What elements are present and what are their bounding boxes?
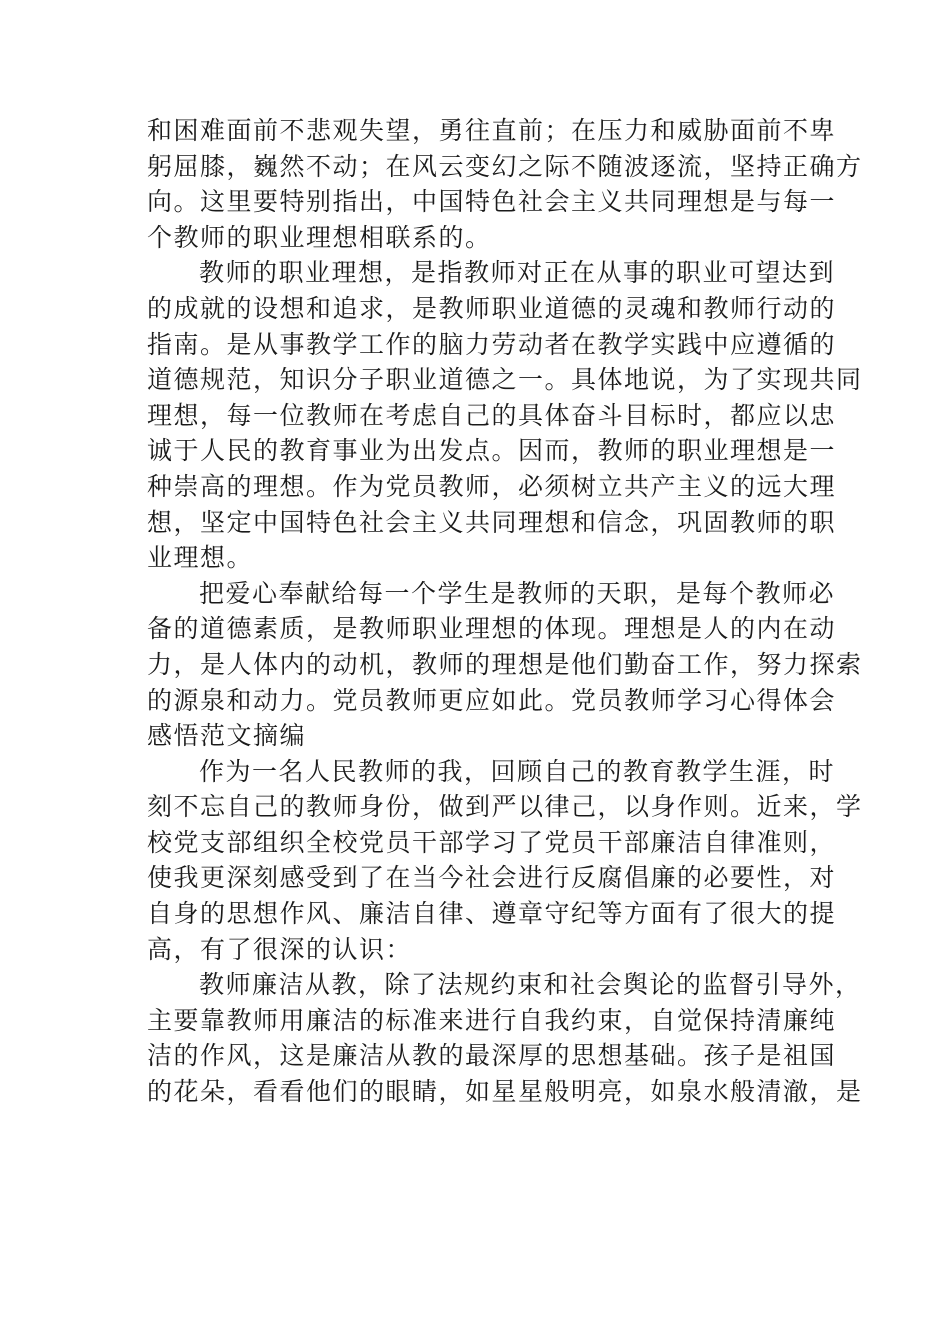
body-text [147,113,863,1110]
text-line: 道德规范，知识分子职业道德之一。具体地说，为了实现共同 [147,365,863,395]
text-line: 主要靠教师用廉洁的标准来进行自我约束，自觉保持清廉纯 [147,1005,837,1035]
text-line: 诚于人民的教育事业为出发点。因而，教师的职业理想是一 [147,436,837,466]
text-line: 的源泉和动力。党员教师更应如此。党员教师学习心得体会 [147,685,837,715]
paragraph-first-line: 把爱心奉献给每一个学生是教师的天职，是每个教师必 [199,578,836,608]
text-line: 感悟范文摘编 [147,721,307,751]
text-line: 种崇高的理想。作为党员教师，必须树立共产主义的远大理 [147,471,837,501]
text-line: 向。这里要特别指出，中国特色社会主义共同理想是与每一 [147,187,837,217]
text-line: 理想，每一位教师在考虑自己的具体奋斗目标时，都应以忠 [147,400,837,430]
text-line: 洁的作风，这是廉洁从教的最深厚的思想基础。孩子是祖国 [147,1041,837,1071]
text-line: 刻不忘自己的教师身份，做到严以律己，以身作则。近来，学 [147,792,863,822]
text-line: 高，有了很深的认识： [147,934,413,964]
paragraph-first-line: 作为一名人民教师的我，回顾自己的教育教学生涯，时 [199,756,836,786]
text-line: 和困难面前不悲观失望，勇往直前；在压力和威胁面前不卑 [147,116,837,145]
text-line: 个教师的职业理想相联系的。 [147,222,492,252]
text-line: 指南。是从事教学工作的脑力劳动者在教学实践中应遵循的 [147,329,837,359]
text-line: 的成就的设想和追求，是教师职业道德的灵魂和教师行动的 [147,293,837,323]
text-line: 使我更深刻感受到了在当今社会进行反腐倡廉的必要性，对 [147,863,837,893]
text-line: 自身的思想作风、廉洁自律、遵章守纪等方面有了很大的提 [147,899,837,929]
paragraph-first-line: 教师廉洁从教，除了法规约束和社会舆论的监督引导外， [199,970,862,1000]
text-line: 备的道德素质，是教师职业理想的体现。理想是人的内在动 [147,614,837,644]
text-line: 想，坚定中国特色社会主义共同理想和信念，巩固教师的职 [147,507,837,537]
text-line: 的花朵，看看他们的眼睛，如星星般明亮，如泉水般清澈，是 [147,1077,863,1107]
paragraph-first-line: 教师的职业理想，是指教师对正在从事的职业可望达到 [199,258,836,288]
text-line: 躬屈膝，巍然不动；在风云变幻之际不随波逐流，坚持正确方 [147,151,863,181]
text-line: 力，是人体内的动机，教师的理想是他们勤奋工作，努力探索 [147,649,863,679]
text-line: 校党支部组织全校党员干部学习了党员干部廉洁自律准则， [147,827,837,857]
text-line: 业理想。 [147,543,254,573]
